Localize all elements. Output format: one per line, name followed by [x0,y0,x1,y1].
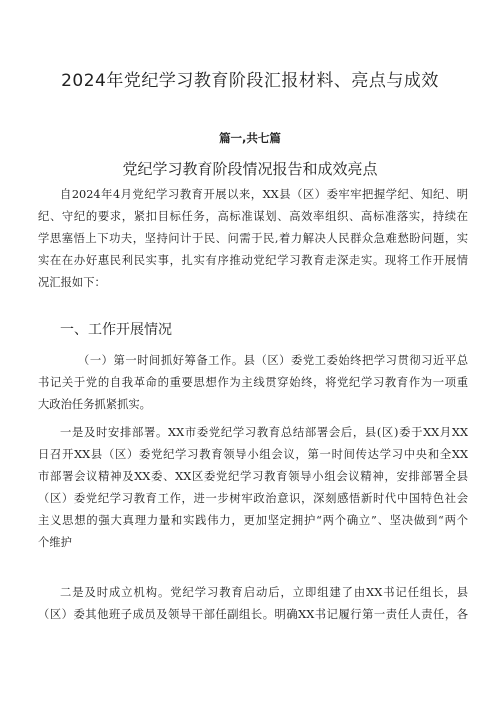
paragraph-line: 自2024年4月党纪学习教育开展以来，XX县（区）委牢牢把握学纪、知纪、明 [60,188,468,201]
section-subtitle: 党纪学习教育阶段情况报告和成效亮点 [122,160,378,178]
paragraph-line: 日召开XX县（区）委党纪学习教育领导小组会议，第一时间传达学习中央和全XX [38,448,468,461]
paragraph-line: 况汇报如下： [38,276,106,289]
paragraph-line: 个维护 [38,536,72,549]
paragraph-line: （区）委其他班子成员及领导干部任副组长。明确XX书记履行第一责任人责任，各 [38,608,468,621]
intro-paragraph [38,184,468,294]
paragraph-line: 纪、守纪的要求，紧扣目标任务，高标准谋划、高效率组织、高标准落实，持续在 [38,210,468,223]
paragraph-line: 一是及时安排部署。XX市委党纪学习教育总结部署会后，县(区)委于XX月XX [60,426,468,439]
paragraph-line: 学思塞悟上下功夫，坚持问计于民、问需于民,着力解决人民群众急难愁盼问题，实 [38,232,468,245]
paragraph-line: 书记关于党的自我革命的重要思想作为主线贯穿始终，将党纪学习教育作为一项重 [38,376,468,389]
paragraph-line: （区）委党纪学习教育工作，进一步树牢政治意识，深刻感悟新时代中国特色社会 [38,492,468,505]
paragraph-2 [38,422,468,554]
paragraph-line: 主义思想的强大真理力量和实践伟力，更加坚定拥护“两个确立”、坚决做到“两个 [38,514,468,527]
paragraph-line: 实在在办好惠民利民实事，扎实有序推动党纪学习教育走深走实。现将工作开展情 [38,254,468,267]
document-title: 2024年党纪学习教育阶段汇报材料、亮点与成效 [61,71,439,91]
part-label: 篇一,共七篇 [219,131,281,145]
section-heading: 一、工作开展情况 [60,322,172,338]
paragraph-line: 大政治任务抓紧抓实。 [38,398,151,411]
paragraph-line: 市部署会议精神及XX委、XX区委党纪学习教育领导小组会议精神，安排部署全县 [38,470,468,483]
paragraph-1 [38,350,468,416]
paragraph-line: （一）第一时间抓好筹备工作。县（区）委党工委始终把学习贯彻习近平总 [78,354,468,367]
paragraph-3 [38,582,468,626]
paragraph-line: 二是及时成立机构。党纪学习教育启动后，立即组建了由XX书记任组长，县 [60,586,468,599]
